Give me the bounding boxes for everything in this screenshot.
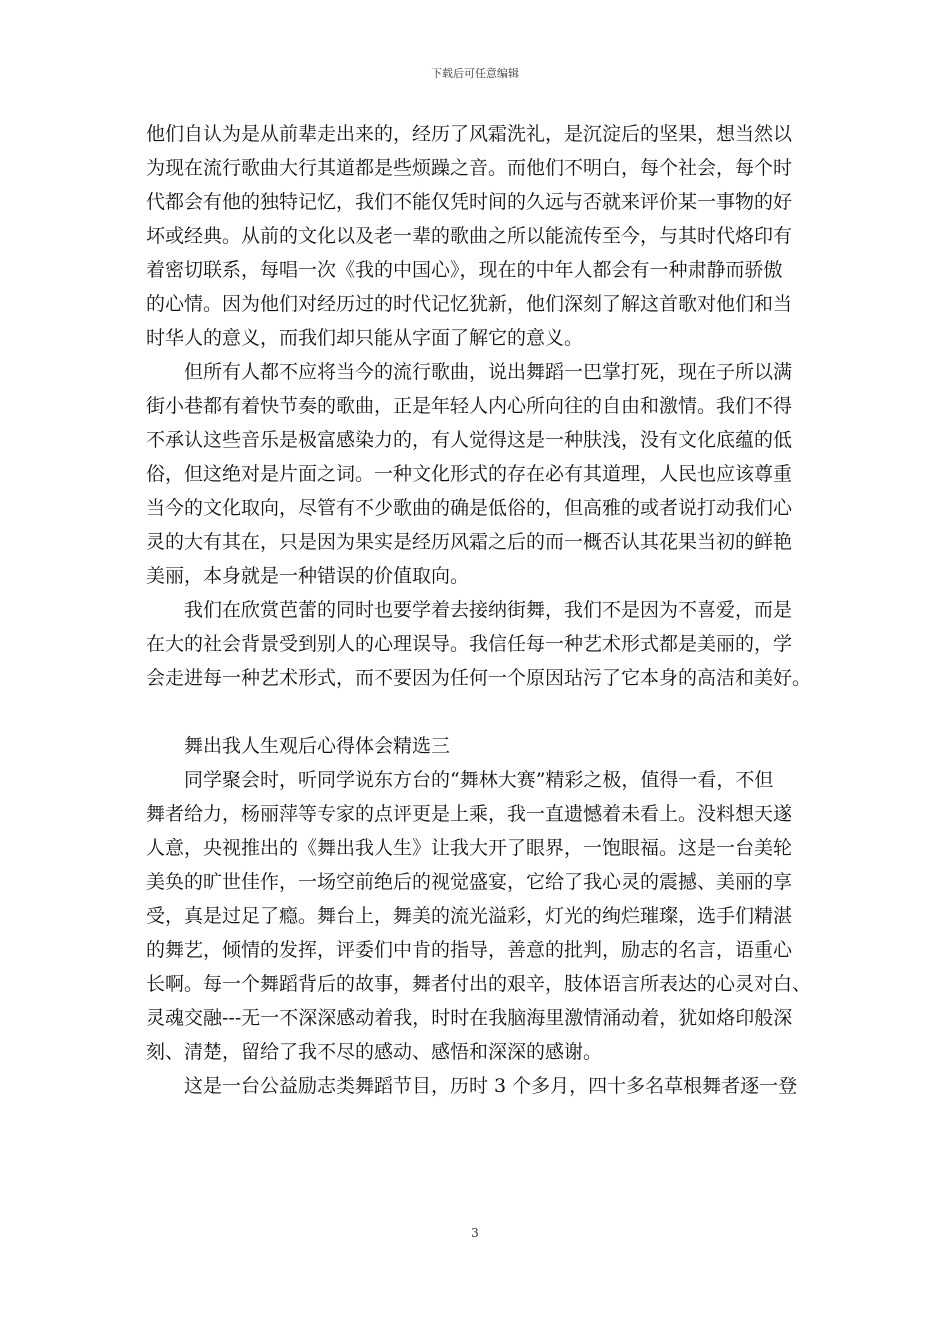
text-line: 坏或经典。从前的文化以及老一辈的歌曲之所以能流传至今，与其时代烙印有 <box>146 225 793 247</box>
text-line: 美丽，本身就是一种错误的价值取向。 <box>146 565 470 587</box>
paragraph-gap <box>146 695 806 729</box>
text-line: 街小巷都有着快节奏的歌曲，正是年轻人内心所向往的自由和激情。我们不得 <box>146 395 793 417</box>
text-line: 时华人的意义，而我们却只能从字面了解它的意义。 <box>146 327 584 349</box>
text-line: 代都会有他的独特记忆，我们不能仅凭时间的久远与否就来评价某一事物的好 <box>146 191 793 213</box>
text-line: 同学聚会时，听同学说东方台的“舞林大赛”精彩之极，值得一看，不但 <box>184 769 774 791</box>
text-line: 会走进每一种艺术形式，而不要因为任何一个原因玷污了它本身的高洁和美好。 <box>146 667 812 689</box>
text-line: 但所有人都不应将当今的流行歌曲，说出舞蹈一巴掌打死，现在子所以满 <box>184 361 793 383</box>
text-line: 着密切联系，每唱一次《我的中国心》，现在的中年人都会有一种肃静而骄傲 <box>146 259 783 281</box>
section-heading: 舞出我人生观后心得体会精选三 <box>184 735 451 757</box>
text-line: 为现在流行歌曲大行其道都是些烦躁之音。而他们不明白，每个社会，每个时 <box>146 157 793 179</box>
text-line: 长啊。每一个舞蹈背后的故事，舞者付出的艰辛，肢体语言所表达的心灵对白、 <box>146 973 812 995</box>
text-line: 当今的文化取向，尽管有不少歌曲的确是低俗的，但高雅的或者说打动我们心 <box>146 497 793 519</box>
text-line: 受，真是过足了瘾。舞台上，舞美的流光溢彩，灯光的绚烂璀璨，选手们精湛 <box>146 905 793 927</box>
text-line: 美奂的旷世佳作，一场空前绝后的视觉盛宴，它给了我心灵的震撼、美丽的享 <box>146 871 793 893</box>
page-number: 3 <box>471 1226 479 1240</box>
text-line: 在大的社会背景受到别人的心理误导。我信任每一种艺术形式都是美丽的，学 <box>146 633 793 655</box>
text-line: 不承认这些音乐是极富感染力的，有人觉得这是一种肤浅，没有文化底蕴的低 <box>146 429 793 451</box>
page-header: 下载后可任意编辑 <box>431 67 519 80</box>
text-line: 这是一台公益励志类舞蹈节目，历时 3 个多月，四十多名草根舞者逐一登 <box>184 1075 798 1097</box>
text-line: 的舞艺，倾情的发挥，评委们中肯的指导，善意的批判，励志的名言，语重心 <box>146 939 793 961</box>
text-line: 俗，但这绝对是片面之词。一种文化形式的存在必有其道理，人民也应该尊重 <box>146 463 793 485</box>
text-line: 舞者给力，杨丽萍等专家的点评更是上乘，我一直遗憾着未看上。没料想天遂 <box>146 803 793 825</box>
text-line: 他们自认为是从前辈走出来的，经历了风霜洗礼，是沉淀后的坚果，想当然以 <box>146 123 793 145</box>
text-line: 刻、清楚，留给了我不尽的感动、感悟和深深的感谢。 <box>146 1041 603 1063</box>
document-body <box>146 117 812 1103</box>
text-line: 灵魂交融---无一不深深感动着我，时时在我脑海里激情涌动着，犹如烙印般深 <box>146 1007 793 1029</box>
text-line: 的心情。因为他们对经历过的时代记忆犹新，他们深刻了解这首歌对他们和当 <box>146 293 793 315</box>
text-line: 灵的大有其在，只是因为果实是经历风霜之后的而一概否认其花果当初的鲜艳 <box>146 531 793 553</box>
text-line: 人意，央视推出的《舞出我人生》让我大开了眼界，一饱眼福。这是一台美轮 <box>146 837 793 859</box>
text-line: 我们在欣赏芭蕾的同时也要学着去接纳街舞，我们不是因为不喜爱，而是 <box>184 599 793 621</box>
